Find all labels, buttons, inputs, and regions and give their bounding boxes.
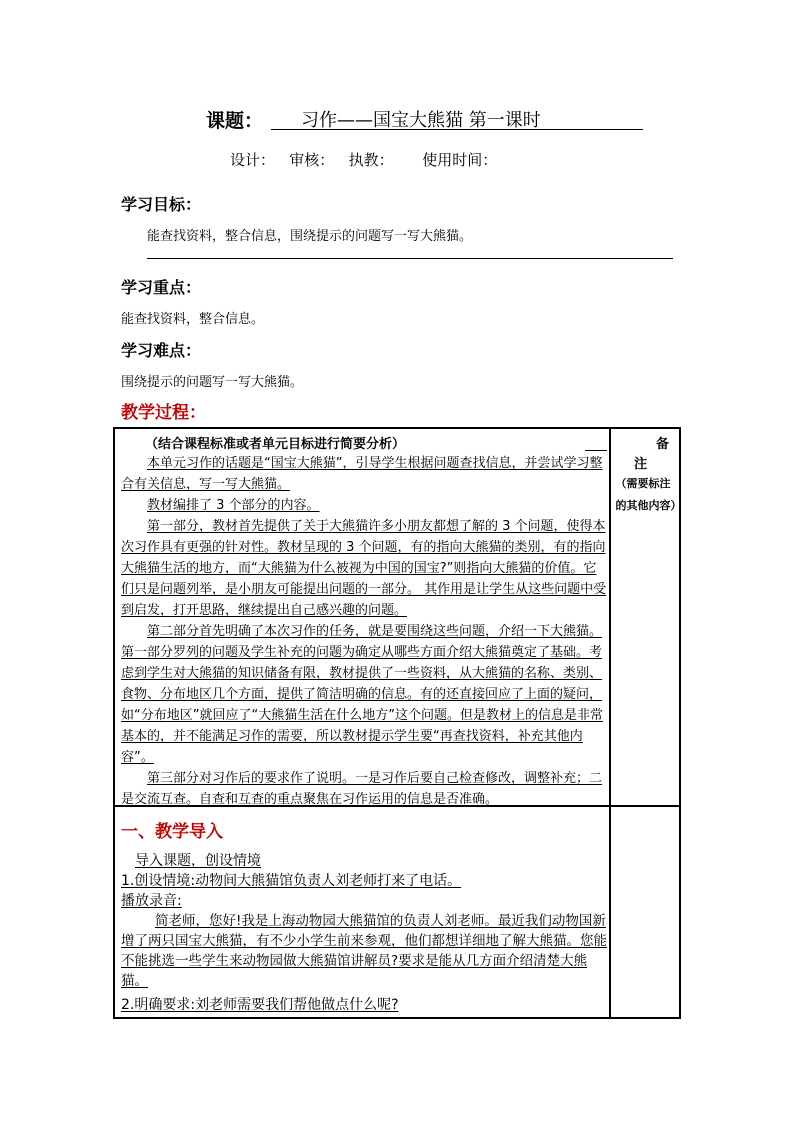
intro-heading: 一、教学导入 <box>121 822 223 842</box>
keypoints-text: 能查找资料，整合信息。 <box>121 312 265 327</box>
objectives-heading: 学习目标： <box>121 195 202 214</box>
remarks-title-2: 注 <box>633 457 647 472</box>
analysis-paragraph: 教材编排了 3 个部分的内容。 <box>147 498 320 513</box>
remarks-cell-empty <box>610 806 680 1018</box>
title-line <box>0 106 794 132</box>
blank-line <box>585 433 607 451</box>
lesson-title: 习作——国宝大熊猫 第一课时 <box>271 106 643 130</box>
process-table <box>113 427 681 1019</box>
intro-line: 1.创设情境:动物间大熊猫馆负责人刘老师打来了电话。 <box>121 873 462 889</box>
title-label: 课题： <box>206 110 264 132</box>
remarks-cell <box>610 428 680 806</box>
objectives-text: 能查找资料，整合信息，围绕提示的问题写一写大熊猫。 <box>147 229 473 244</box>
difficulties-text: 围绕提示的问题写一写大熊猫。 <box>121 375 304 390</box>
analysis-paragraph: 第一部分，教材首先提供了关于大熊猫许多小朋友都想了解的 3 个问题，使得本次习作具有更强的针对性。教材呈现的 3 个问题，有的指向大熊猫的类别，有的指向大熊猫生活的地方，而“大熊猫为什么被视为中国的国宝?”则指向大熊猫的价值。它们只是问题列举，是小朋友可能提出问题的一部分。 其作用是让学生从这些问题中受到启发，打开思路，继续提出自己感兴趣的问题。 <box>121 519 607 618</box>
analysis-cell <box>114 428 610 806</box>
intro-line: 播放录音: <box>121 893 182 909</box>
analysis-paragraph: 第三部分对习作后的要求作了说明。一是习作后要自己检查修改，调整补充；二是交流互查。自查和互查的重点聚焦在习作运用的信息是否准确。 <box>121 771 603 807</box>
intro-speech: 简老师，您好!我是上海动物园大熊猫馆的负责人刘老师。最近我们动物国新增了两只国宝大熊猫，有不少小学生前来参观，他们都想详细地了解大熊猫。您能不能挑选一些学生来动物园做大熊猫馆讲解员?要求是能从几方面介绍清楚大熊猫。 <box>121 913 607 989</box>
difficulties-heading: 学习难点： <box>121 341 202 360</box>
analysis-paragraph: 第二部分首先明确了本次习作的任务，就是要围绕这些问题，介绍一下大熊猫。第一部分罗列的问题及学生补充的问题为确定从哪些方面介绍大熊猫奠定了基础。考虑到学生对大熊猫的知识储备有限，教材提供了一些资料，从大熊猫的名称、类别、食物、分布地区几个方面，提供了简洁明确的信息。有的还直接回应了上面的疑问，如“分布地区”就回应了“大熊猫生活在什么地方”这个问题。但是教材上的信息是非常基本的，并不能满足习作的需要，所以教材提示学生要“再查找资料，补充其他内容”。 <box>121 624 603 765</box>
process-heading: 教学过程： <box>121 403 206 423</box>
divider <box>147 258 673 259</box>
remarks-note: （需要标注的其他内容） <box>615 477 682 512</box>
intro-line: 导入课题，创设情境 <box>135 853 261 869</box>
intro-line: 2.明确要求:刘老师需要我们帮他做点什么呢? <box>121 997 399 1013</box>
analysis-paragraph: 本单元习作的话题是“国宝大熊猫”，引导学生根据问题查找信息，并尝试学习整合有关信息，写一写大熊猫。 <box>121 456 603 492</box>
keypoints-heading: 学习重点： <box>121 278 202 297</box>
meta-line: 设计： 审核： 执教： 使用时间： <box>230 151 498 169</box>
intro-cell <box>114 806 610 1018</box>
analysis-title: （结合课程标准或者单元目标进行简要分析） <box>145 437 406 452</box>
remarks-title-1: 备 <box>655 437 669 452</box>
